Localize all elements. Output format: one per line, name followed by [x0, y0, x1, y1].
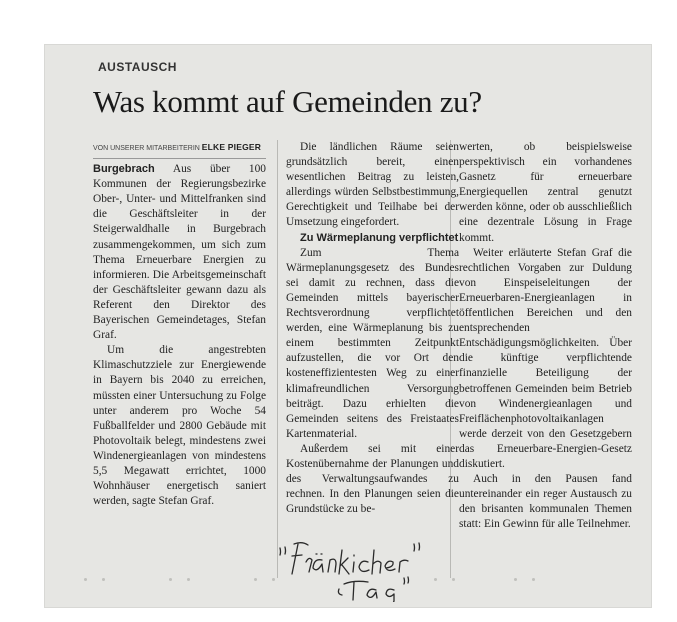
handwritten-source-note — [236, 532, 456, 602]
article-kicker: AUSTAUSCH — [98, 60, 177, 74]
article-column-2 — [286, 140, 459, 517]
paragraph: Zum Thema Wärmeplanungsgesetz des Bundes sei damit zu rechnen, dass die Gemeinden mittels bayerischer Rechtsverordnung verpflichtet werden, eine Wärmeplanung bis zu einem bestimmten Zeitpunkt aufzustellen, die vor Ort den kosteneffizientesten Weg zu einer klimafreundlichen Versorgung beiträgt. Dazu erhielten die Gemeinden seitens des Freistaates Kartenmaterial. — [286, 246, 459, 440]
article-headline: Was kommt auf Gemeinden zu? — [93, 84, 482, 119]
paragraph: Weiter erläuterte Stefan Graf die rechtlichen Vorgaben zur Duldung von Einspeiseleitungen der Erneuerbaren-Energieanlagen in öffentlichen Bereichen und den entsprechenden Entschädigungsmöglichkeiten. Über die künftige verpflichtende finanzielle Beteiligung der betroffenen Gemeinden beim Betrieb von Windenergieanlagen und Freiflächenphotovoltaikanlagen werde derzeit von den Gesetzgebern das Erneuerbare-Energien-Gesetz diskutiert. — [459, 246, 632, 470]
paragraph: Auch in den Pausen fand untereinander ein reger Austausch zu den brisanten kommunalen Themen statt: Ein Gewinn für alle Teilnehmer. — [459, 473, 632, 531]
byline-prefix: VON UNSERER MITARBEITERIN — [93, 145, 200, 152]
paragraph: Außerdem sei mit einer Kostenübernahme der Planungen und des Verwaltungsaufwandes zu rechnen. In den Planungen seien die Grundstücke zu be- — [286, 442, 459, 516]
article-column-1 — [93, 140, 266, 509]
paragraph: Die ländlichen Räume seien grundsätzlich bereit, einen wesentlichen Beitrag zu leisten, allerdings würden Selbstbestimmung, Gerechtigkeit und Teilhabe bei der Umsetzung eingefordert. — [286, 141, 459, 229]
paragraph: Um die angestrebten Klimaschutzziele zur Energiewende in Bayern bis 2040 zu erreichen, müssten einer Untersuchung zu Folge unter anderem pro Woche 54 Fußballfelder und 2800 Gebäude mit Photovoltaik belegt, mindestens zwei Windenergieanlagen von mindestens 5,5 Megawatt errichtet, 1000 Wohnhäuser energetisch saniert werden, sagte Stefan Graf. — [93, 344, 266, 508]
subheading: Zu Wärmeplanung verpflichtet — [300, 231, 459, 244]
column-divider — [277, 140, 278, 578]
paragraph-text: Aus über 100 Kommunen der Regierungsbezirke Ober-, Unter- und Mittelfranken sind die Geschäftsleiter in der Steigerwaldhalle in Burgebrach zusammengekommen, um sich zum Thema Erneuerbare Energien zu informieren. Die Arbeitsgemeinschaft der Geschäftsleiter gewann dazu als Referent den Direktor des Bayerischen Gemeindetages, Stefan Graf. — [93, 163, 267, 342]
newspaper-clipping — [44, 44, 652, 608]
paragraph: werten, ob beispielsweise perspektivisch ein vorhandenes Gasnetz für erneuerbare Energiequellen zentral genutzt werden könne, oder ob ausschließlich eine dezentrale Lösung in Frage kommt. — [459, 141, 632, 244]
byline — [93, 140, 266, 159]
dateline: Burgebrach — [93, 163, 155, 176]
byline-author: ELKE PIEGER — [201, 142, 262, 152]
paragraph — [93, 162, 266, 343]
article-column-3 — [459, 140, 632, 532]
